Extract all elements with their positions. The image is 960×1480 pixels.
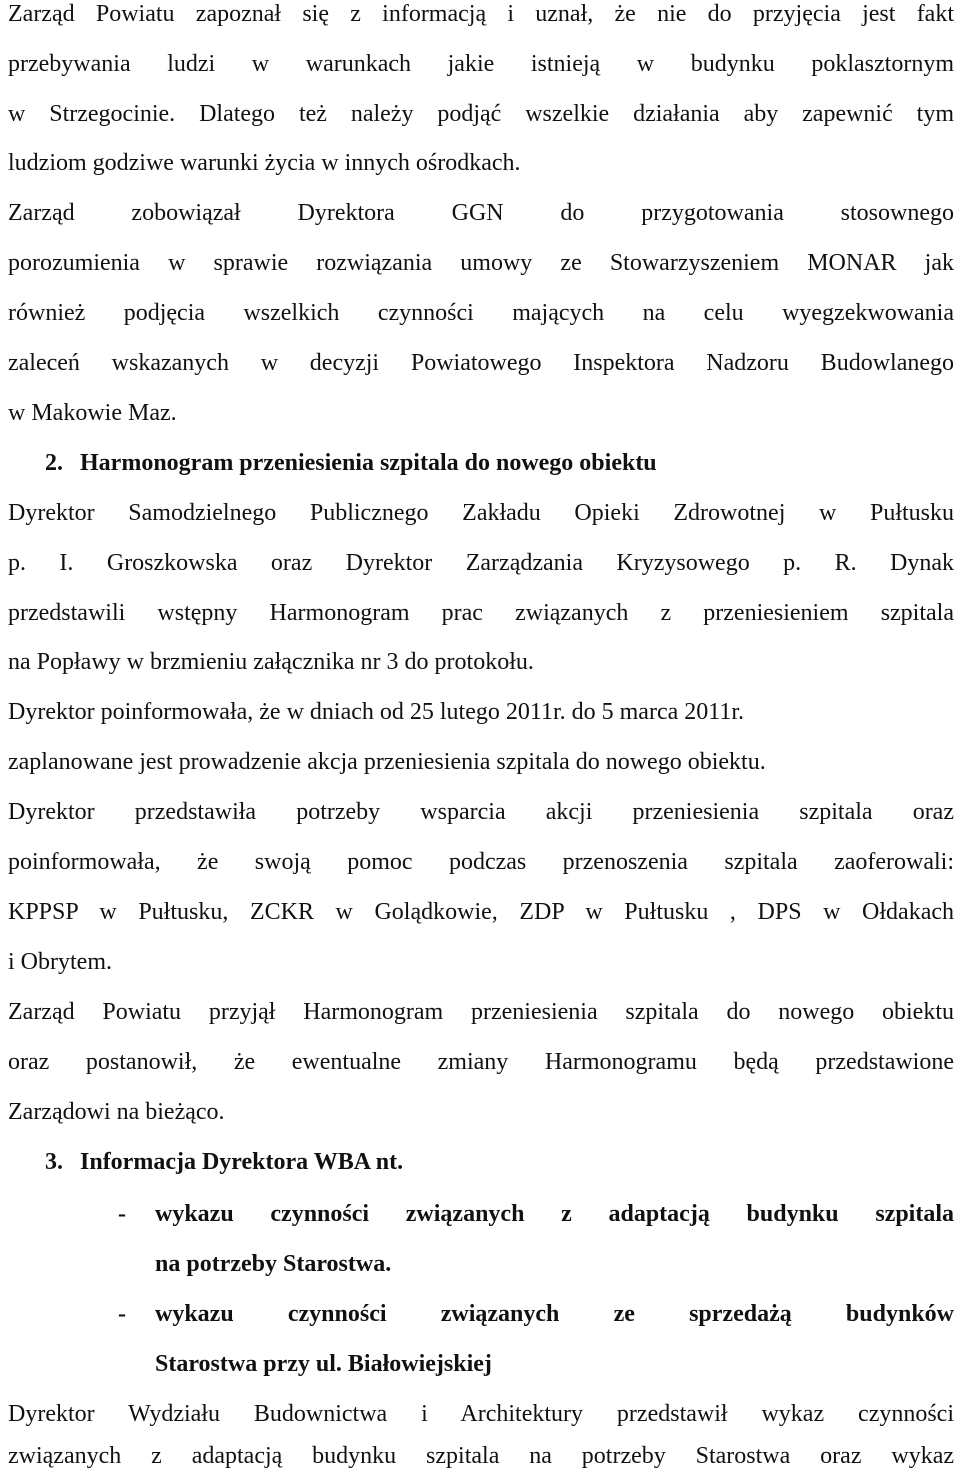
bullet-text: Starostwa przy ul. Białowiejskiej	[155, 1351, 492, 1377]
bullet-item	[0, 1290, 960, 1338]
paragraph-line: zaplanowane jest prowadzenie akcja przeniesienia szpitala do nowego obiektu.	[8, 749, 766, 775]
paragraph-line: Zarząd Powiatu zapoznał się z informacją i uznał, że nie do przyjęcia jest fakt	[8, 1, 954, 27]
paragraph-line: Zarząd zobowiązał Dyrektora GGN do przygotowania stosownego	[8, 200, 954, 226]
paragraph-line: Dyrektor przedstawiła potrzeby wsparcia akcji przeniesienia szpitala oraz	[8, 799, 954, 825]
paragraph-line: przebywania ludzi w warunkach jakie istnieją w budynku poklasztornym	[8, 51, 954, 77]
bullet-text: wykazu czynności związanych ze sprzedażą budynków	[155, 1301, 954, 1327]
paragraph-line: Dyrektor Samodzielnego Publicznego Zakładu Opieki Zdrowotnej w Pułtusku	[8, 500, 954, 526]
paragraph-line: poinformowała, że swoją pomoc podczas przenoszenia szpitala zaoferowali:	[8, 849, 954, 875]
paragraph-line: w Strzegocinie. Dlatego też należy podjąć wszelkie działania aby zapewnić tym	[8, 101, 954, 127]
paragraph-line: Dyrektor poinformowała, że w dniach od 25 lutego 2011r. do 5 marca 2011r.	[8, 699, 745, 725]
bullet-item-continuation	[0, 1240, 960, 1288]
bullet-item-continuation	[0, 1340, 960, 1388]
bullet-text: na potrzeby Starostwa.	[155, 1251, 392, 1277]
paragraph-line: zaleceń wskazanych w decyzji Powiatowego Inspektora Nadzoru Budowlanego	[8, 350, 954, 376]
section-heading: Harmonogram przeniesienia szpitala do nowego obiektu	[80, 450, 657, 476]
section-number: 2.	[45, 450, 63, 476]
bullet-text: wykazu czynności związanych z adaptacją budynku szpitala	[155, 1201, 954, 1227]
bullet-dash: -	[118, 1301, 126, 1327]
paragraph-line: w Makowie Maz.	[8, 400, 177, 426]
paragraph-line: i Obrytem.	[8, 949, 112, 975]
paragraph-line: przedstawili wstępny Harmonogram prac związanych z przeniesieniem szpitala	[8, 600, 954, 626]
paragraph-line: p. I. Groszkowska oraz Dyrektor Zarządzania Kryzysowego p. R. Dynak	[8, 550, 954, 576]
paragraph-line: Zarząd Powiatu przyjął Harmonogram przeniesienia szpitala do nowego obiektu	[8, 999, 954, 1025]
paragraph-line: porozumienia w sprawie rozwiązania umowy ze Stowarzyszeniem MONAR jak	[8, 250, 954, 276]
paragraph-line: Dyrektor Wydziału Budownictwa i Architektury przedstawił wykaz czynności	[8, 1401, 954, 1427]
bullet-dash: -	[118, 1201, 126, 1227]
paragraph-line: na Popławy w brzmieniu załącznika nr 3 do protokołu.	[8, 649, 534, 675]
bullet-item	[0, 1190, 960, 1238]
paragraph-line: Zarządowi na bieżąco.	[8, 1099, 225, 1125]
section-heading: Informacja Dyrektora WBA nt.	[80, 1149, 404, 1175]
paragraph-line: ludziom godziwe warunki życia w innych ośrodkach.	[8, 150, 521, 176]
paragraph-line: KPPSP w Pułtusku, ZCKR w Golądkowie, ZDP w Pułtusku , DPS w Ołdakach	[8, 899, 954, 925]
paragraph-line: oraz postanowił, że ewentualne zmiany Harmonogramu będą przedstawione	[8, 1049, 954, 1075]
section-number: 3.	[45, 1149, 63, 1175]
paragraph-line: związanych z adaptacją budynku szpitala na potrzeby Starostwa oraz wykaz	[8, 1443, 954, 1469]
paragraph-line: również podjęcia wszelkich czynności mających na celu wyegzekwowania	[8, 300, 954, 326]
